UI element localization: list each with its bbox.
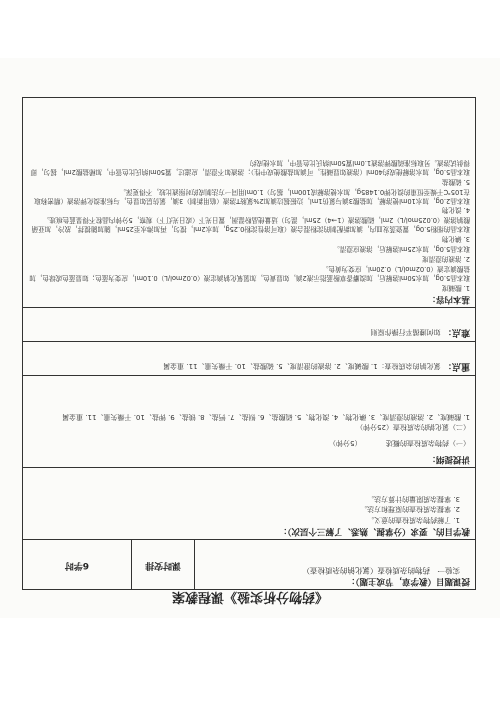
hours-value: 6学时	[23, 540, 132, 590]
hours-label: 课时安排	[131, 540, 194, 590]
topic-value: 实验一 药物的杂质检查（氯化钠的杂质检查）	[302, 565, 460, 575]
document-page	[0, 58, 500, 618]
goal-item: 3. 掌握杂质限量的计算方法。	[367, 494, 460, 503]
content-paragraph: 1. 酸碱度	[441, 283, 470, 292]
content-paragraph: 取本品2.0g，加水10ml使溶解，加盐酸3滴与氯仿1ml，边振摇边滴加2%氯胺T溶液（临用新制）3滴，氯仿层如显色，与标准溴化钾溶液（精密称取在105℃干燥至恒重的溴化钾0.1485g，加水使溶解成100ml，摇匀）1.0ml用同一方法制成的对照液比较，不得更深。	[34, 187, 470, 205]
key-points-text: 氯化钠的杂质检查：1. 酸碱度、2. 溶液的澄清度、5. 硫酸盐、10. 干燥失重、11. 重金属	[163, 362, 441, 370]
difficulty-label: 难点：	[442, 327, 470, 337]
lesson-plan-table	[22, 97, 476, 590]
outline-item-1: （一）药物杂质检查的概述 （5分钟）	[329, 438, 470, 447]
topic-cell	[195, 540, 476, 590]
difficulty-cell	[23, 308, 476, 342]
content-paragraph: 取本品5.0g，加水溶解使成约40ml（溶液如显碱性，可滴加盐酸使成中性）；溶液如不澄清，应滤过，置50ml纳氏比色管中，加稀盐酸2ml，摇匀，即得供试溶液。另取标准硫酸钾溶液1.0ml置50ml纳氏比色管中，加水使成约	[30, 158, 470, 176]
goals-heading: 教学目的、要求（分掌握、熟悉、了解三个层次）：	[278, 526, 470, 536]
content-paragraph: 4. 溴化物	[441, 206, 470, 215]
content-paragraph: 取本品5.0g，加水50ml溶解后，加溴麝香草酚蓝指示液2滴，如显黄色，加氢氧化钠滴定液（0.02mol/L）0.10ml，应变为蓝色；如显蓝色或绿色，加盐酸滴定液（0.02mol/L）0.20ml，应变为黄色。	[29, 264, 470, 282]
content-cell	[23, 98, 476, 308]
content-paragraph: 取本品的细粉5.0g，置瓷蒸发皿内，滴加新配制的淀粉混合液（取可溶性淀粉0.25g，加水2ml，搅匀，再加沸水至25ml，随加随搅拌，放冷，加亚硝酸钠溶液（0.025mol/L）2ml，硫酸溶液（1→4）25ml，混匀）适量使晶粉湿润，置日光下（或日光灯下）观察，5分钟内晶粒不得显蓝色痕迹。	[31, 216, 470, 234]
content-paragraph: 5. 硫酸盐	[441, 177, 470, 186]
goals-cell	[23, 468, 476, 540]
key-points-label: 重点：	[442, 361, 470, 371]
content-paragraph: 2. 溶液的澄清度	[422, 254, 470, 263]
goal-item: 1. 了解药物杂质检查的意义。	[367, 515, 460, 524]
document-title: 《药物分析实验》课程教案	[172, 589, 329, 604]
topic-label: 授课题目（教学章，节或主题）：	[346, 576, 470, 586]
outline-cell	[23, 376, 476, 468]
content-heading: 基本内容：	[427, 294, 470, 304]
outline-heading: 讲授提纲：	[427, 454, 470, 464]
outline-item-2: （二）氯化钠的杂质检查（25分钟）	[356, 423, 470, 432]
content-paragraph: 3. 碘化物	[441, 235, 470, 244]
rotated-lesson-plan	[0, 58, 500, 618]
content-paragraph: 取本品5.0g，加水25ml溶解后，溶液应澄清。	[333, 244, 470, 253]
goal-item: 2. 掌握杂质检查的原理和方法。	[360, 505, 460, 514]
key-points-cell	[23, 342, 476, 376]
difficulty-text: 如何遵循平行操作原则	[370, 328, 441, 336]
outline-detail: 1. 酸碱度、2. 溶液的澄清度、3. 碘化物、4. 溴化物、5. 硫酸盐、6. 钡盐、7. 钙盐、8. 镁盐、9. 钾盐、10. 干燥失重、11. 重金属	[62, 412, 470, 421]
